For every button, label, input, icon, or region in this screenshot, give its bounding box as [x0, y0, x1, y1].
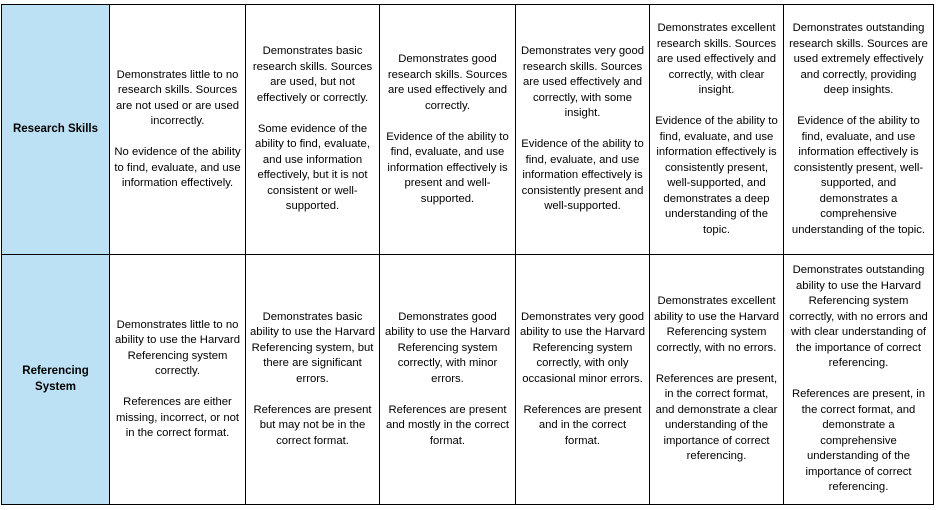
rubric-cell	[110, 255, 246, 505]
rubric-cell	[650, 255, 784, 505]
cell-evidence: References are either missing, incorrect, or not in the correct format.	[115, 396, 240, 439]
rubric-table	[1, 4, 934, 505]
rubric-cell	[516, 5, 650, 255]
rubric-cell	[380, 255, 516, 505]
cell-evidence: No evidence of the ability to find, evaluate, and use information effectively.	[114, 146, 241, 189]
cell-description: Demonstrates very good research skills. Sources are used effectively and correctly, with some insight.	[520, 45, 645, 120]
cell-description: Demonstrates outstanding research skills. Sources are used extremely effectively and correctly, providing deep insights.	[789, 22, 928, 96]
cell-evidence: Evidence of the ability to find, evaluate, and use information effectively is consistently present and well-supported.	[521, 138, 644, 213]
criterion-label: Referencing System	[22, 365, 89, 393]
cell-description: Demonstrates very good ability to use the Harvard Referencing system correctly, with only occasional minor errors.	[520, 310, 645, 385]
rubric-cell	[650, 5, 784, 255]
cell-evidence: References are present and mostly in the correct format.	[385, 403, 510, 447]
rubric-cell	[110, 5, 246, 255]
rubric-cell	[784, 5, 934, 255]
criterion-cell	[2, 5, 110, 255]
cell-evidence: References are present, in the correct format, and demonstrate a comprehensive understanding of the importance of correct referencing.	[791, 388, 926, 494]
cell-description: Demonstrates good ability to use the Harvard Referencing system correctly, with minor errors.	[385, 310, 510, 385]
rubric-row-research-skills	[2, 5, 934, 255]
rubric-cell	[516, 255, 650, 505]
cell-description: Demonstrates excellent research skills. Sources are used effectively and correctly, with clear insight.	[656, 22, 777, 96]
rubric-cell	[380, 5, 516, 255]
cell-evidence: References are present, in the correct format, and demonstrate a clear understanding of the importance of correct referencing.	[655, 372, 778, 463]
cell-description: Demonstrates little to no research skills. Sources are not used or are used incorrectly.	[115, 68, 240, 127]
rubric-cell	[246, 5, 380, 255]
cell-evidence: Evidence of the ability to find, evaluate, and use information effectively is present and well-supported.	[386, 130, 509, 205]
cell-evidence: References are present and in the correct format.	[523, 403, 642, 447]
cell-evidence: Evidence of the ability to find, evaluate, and use information effectively is consistently present, well-supported, and demonstrates a comprehensive understanding of the topic.	[791, 115, 926, 236]
cell-evidence: References are present but may not be in the correct format.	[253, 403, 372, 447]
cell-description: Demonstrates basic ability to use the Harvard Referencing system, but there are significant errors.	[250, 310, 375, 385]
cell-description: Demonstrates excellent ability to use the Harvard Referencing system correctly, with no errors.	[654, 295, 779, 354]
cell-evidence: Some evidence of the ability to find, evaluate, and use information effectively, but it is not consistent or well-supported.	[255, 122, 370, 213]
criterion-label: Research Skills	[12, 122, 99, 135]
rubric-cell	[784, 255, 934, 505]
cell-evidence: Evidence of the ability to find, evaluate, and use information effectively is consistently present, well-supported, and demonstrates a deep understanding of the topic.	[655, 115, 778, 236]
cell-description: Demonstrates little to no ability to use the Harvard Referencing system correctly.	[115, 318, 240, 377]
criterion-cell	[2, 255, 110, 505]
rubric-row-referencing-system	[2, 255, 934, 505]
rubric-cell	[246, 255, 380, 505]
cell-description: Demonstrates good research skills. Sources are used effectively and correctly.	[387, 53, 508, 112]
cell-description: Demonstrates outstanding ability to use the Harvard Referencing system correctly, with no errors and with clear understanding of the importance of correct referencing.	[789, 264, 928, 370]
cell-description: Demonstrates basic research skills. Sources are used, but not effectively or correctly.	[252, 45, 373, 104]
